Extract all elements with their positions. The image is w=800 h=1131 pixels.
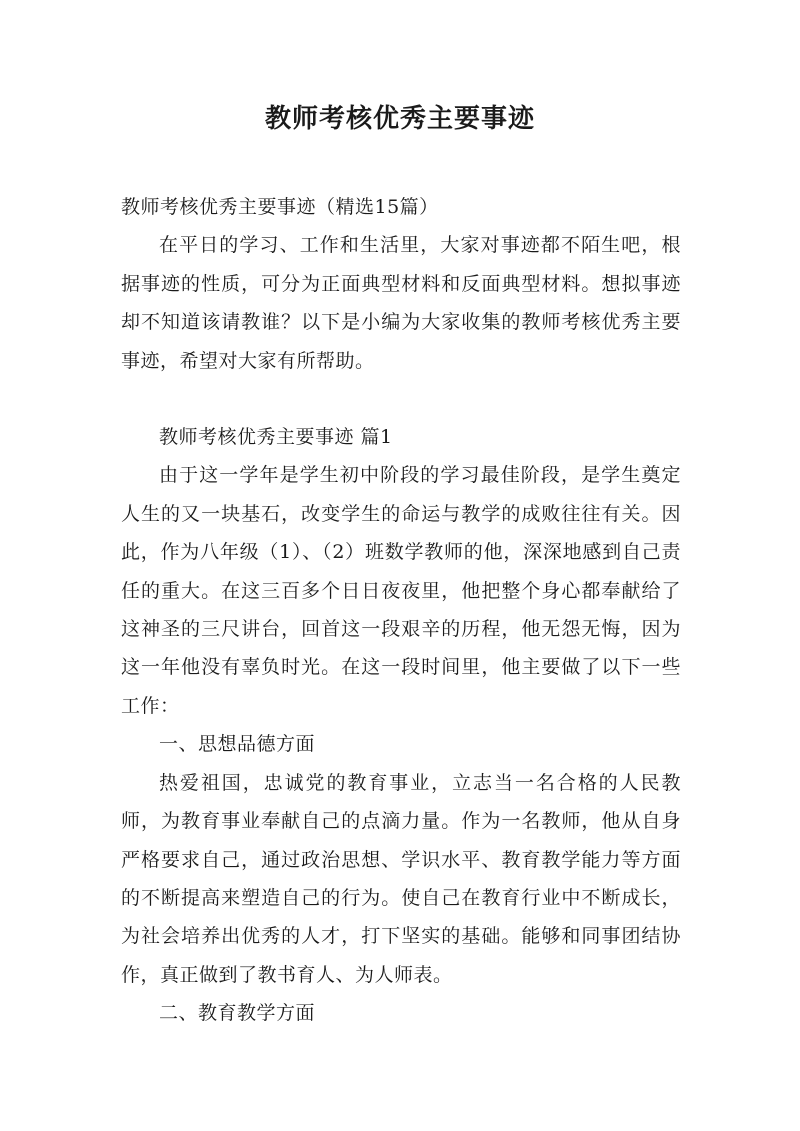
document-body [121, 188, 681, 1033]
body-paragraph: 热爱祖国，忠诚党的教育事业，立志当一名合格的人民教师，为教育事业奉献自己的点滴力量。作为一名教师，他从自身严格要求自己，通过政治思想、学识水平、教育教学能力等方面的不断提高来塑造自己的行为。使自己在教育行业中不断成长，为社会培养出优秀的人才，打下坚实的基础。能够和同事团结协作，真正做到了教书育人、为人师表。 [121, 771, 681, 986]
intro-paragraph: 在平日的学习、工作和生活里，大家对事迹都不陌生吧，根据事迹的性质，可分为正面典型材料和反面典型材料。想拟事迹却不知道该请教谁？以下是小编为大家收集的教师考核优秀主要事迹，希望对大家有所帮助。 [121, 234, 681, 372]
document-title: 教师考核优秀主要事迹 [264, 104, 535, 134]
section-heading: 教师考核优秀主要事迹 篇1 [159, 426, 393, 449]
subsection-heading-one: 一、思想品德方面 [159, 733, 316, 756]
paragraph-spacer [121, 380, 681, 418]
body-paragraph: 由于这一学年是学生初中阶段的学习最佳阶段，是学生奠定人生的又一块基石，改变学生的命运与教学的成败往往有关。因此，作为八年级（1）、（2）班数学教师的他，深深地感到自己责任的重大。在这三百多个日日夜夜里，他把整个身心都奉献给了这神圣的三尺讲台，回首这一段艰辛的历程，他无怨无悔，因为这一年他没有辜负时光。在这一段时间里，他主要做了以下一些工作： [121, 464, 681, 717]
document-subtitle: 教师考核优秀主要事迹（精选15篇） [121, 196, 439, 218]
subsection-heading-two: 二、教育教学方面 [159, 1002, 316, 1025]
